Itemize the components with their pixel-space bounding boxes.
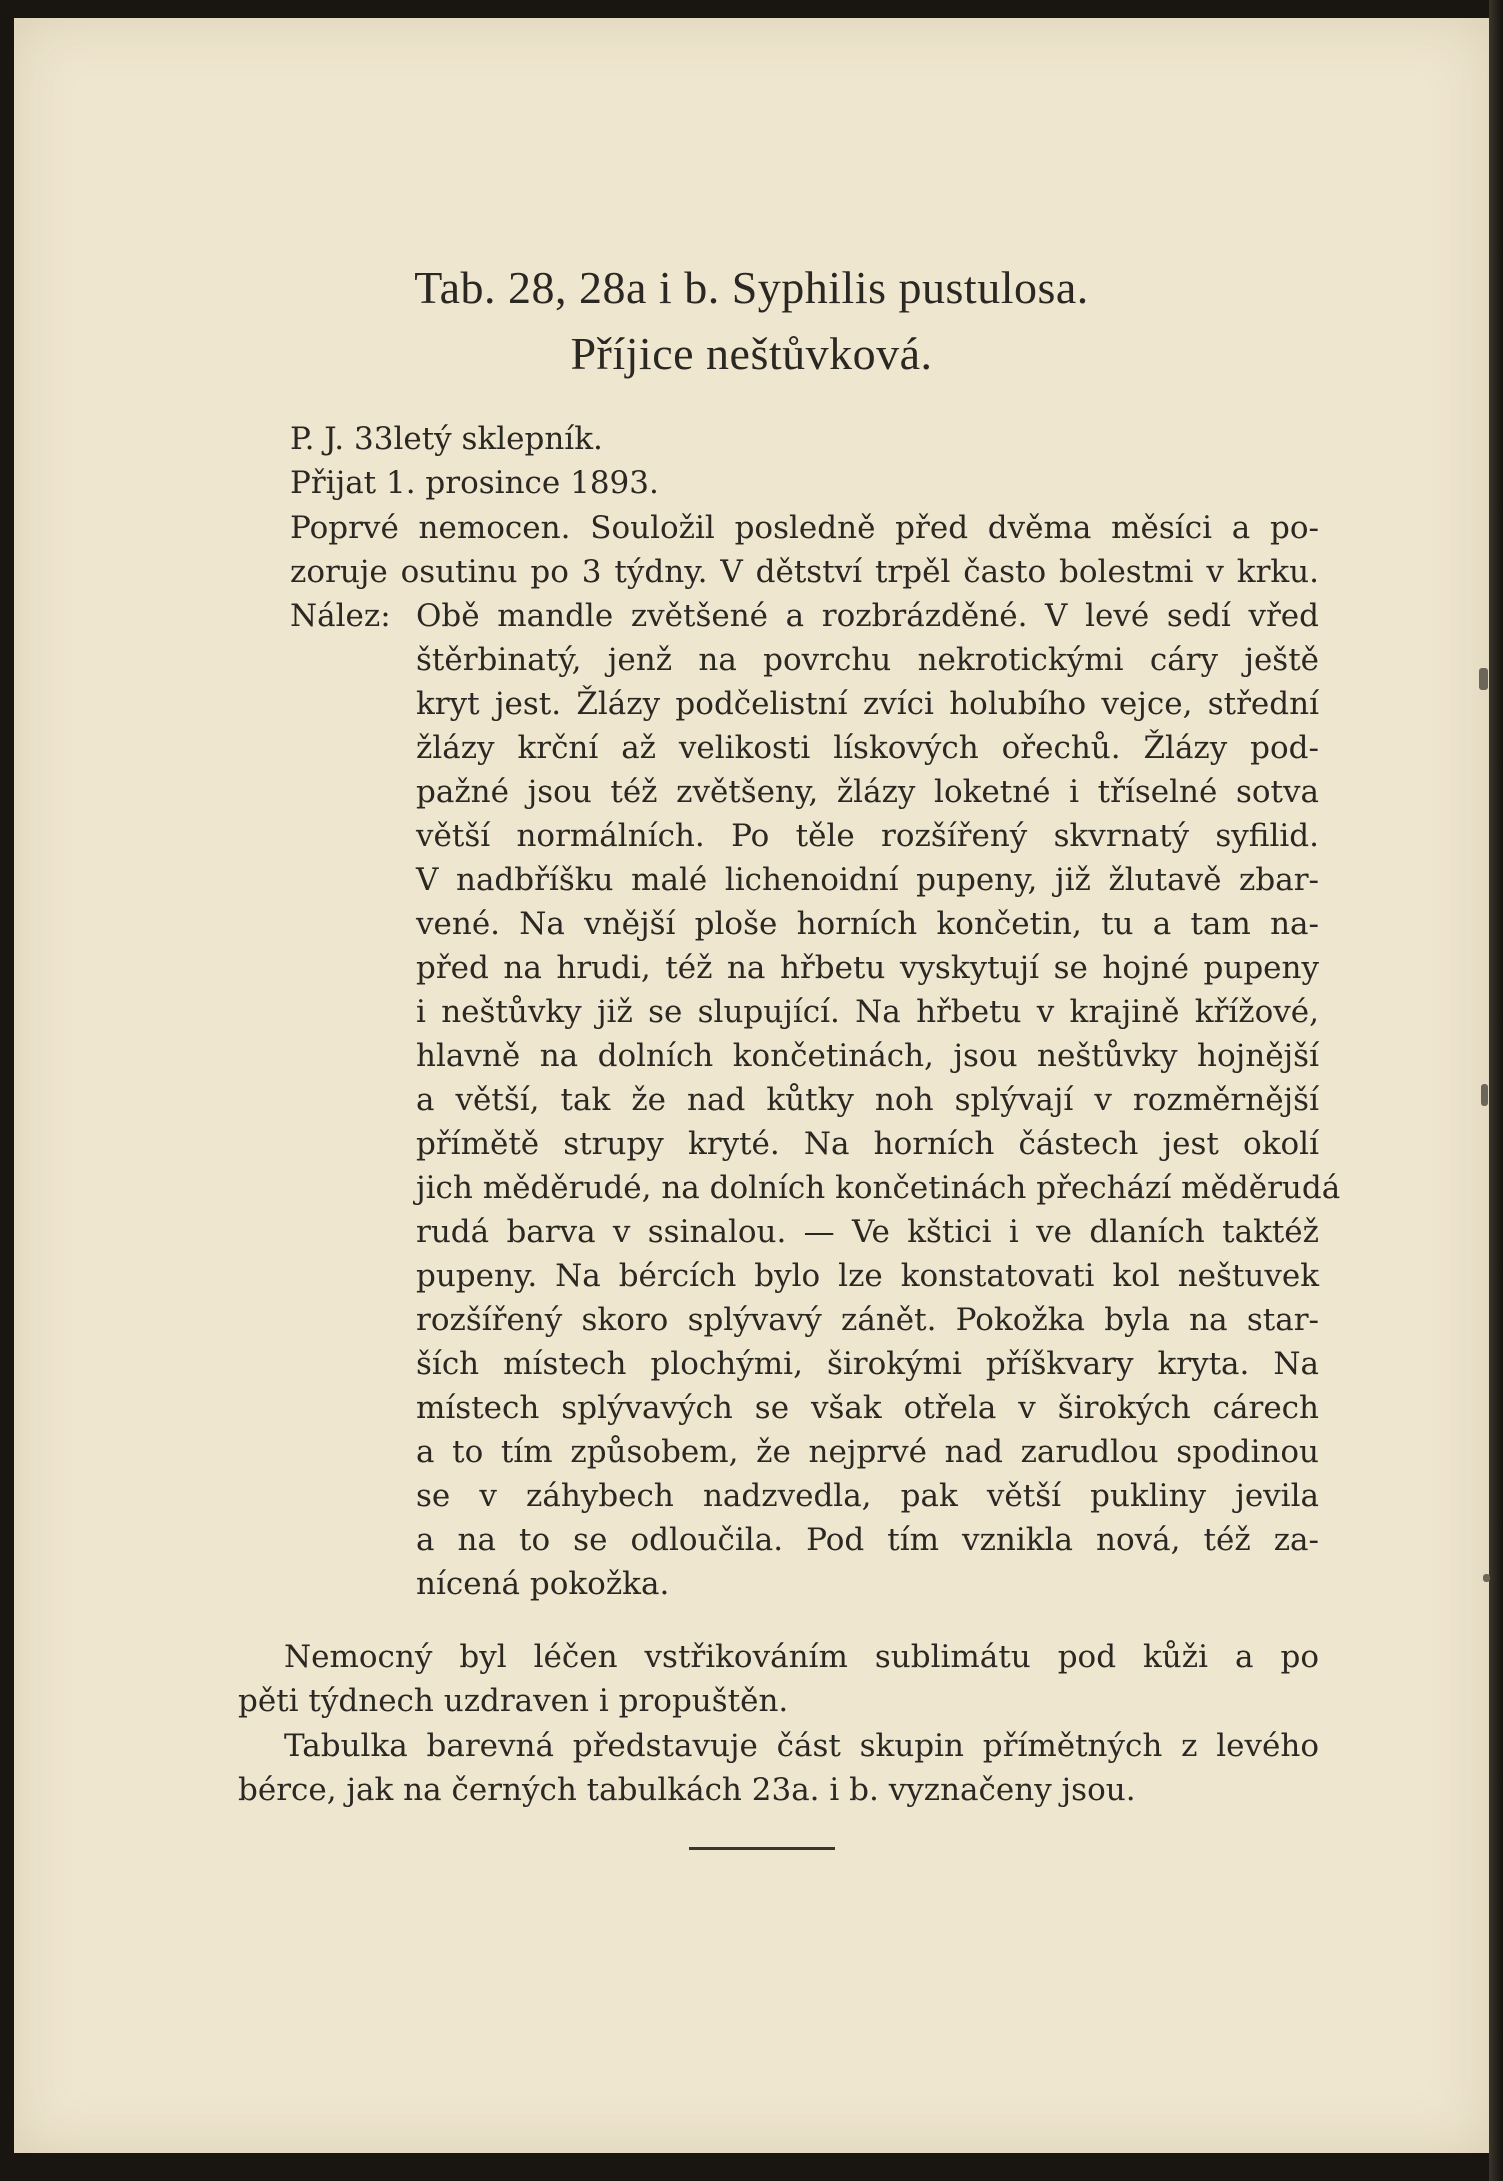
- findings-line: pupeny. Na bércích bylo lze konstatovati kol neštuvek: [416, 1258, 1319, 1294]
- page-right-edge: [1489, 0, 1503, 2181]
- findings-line: pažné jsou též zvětšeny, žlázy loketné i tříselné sotva: [416, 774, 1319, 810]
- findings-line: jich měděrudé, na dolních končetinách přechází měděrudá: [416, 1170, 1341, 1206]
- findings-label: Nález:: [290, 598, 391, 634]
- findings-line: vené. Na vnější ploše horních končetin, tu a tam na-: [416, 906, 1319, 942]
- findings-line: rozšířený skoro splývavý zánět. Pokožka byla na star-: [416, 1302, 1319, 1338]
- history-line: zoruje osutinu po 3 týdny. V dětství trpěl často bolestmi v krku.: [290, 554, 1319, 590]
- findings-line: nícená pokožka.: [416, 1566, 670, 1602]
- plate-note-line: Tabulka barevná představuje část skupin přímětných z levého: [284, 1728, 1319, 1764]
- plate-note-line: bérce, jak na černých tabulkách 23a. i b. vyznačeny jsou.: [238, 1772, 1136, 1808]
- findings-line: a větší, tak že nad kůtky noh splývají v rozměrnější: [416, 1082, 1319, 1118]
- findings-line: větší normálních. Po těle rozšířený skvrnatý syfilid.: [416, 818, 1319, 854]
- findings-line: V nadbříšku malé lichenoidní pupeny, již žlutavě zbar-: [416, 862, 1319, 898]
- findings-line: a to tím způsobem, že nejprvé nad zarudlou spodinou: [416, 1434, 1319, 1470]
- admission-line: Přijat 1. prosince 1893.: [290, 465, 659, 501]
- patient-line: P. J. 33letý sklepník.: [290, 421, 603, 457]
- findings-line: ších místech plochými, širokými příškvary kryta. Na: [416, 1346, 1319, 1382]
- page-title-czech: Příjice neštůvková.: [570, 328, 933, 379]
- findings-line: místech splývavých se však otřela v širokých cárech: [416, 1390, 1319, 1426]
- findings-line: štěrbinatý, jenž na povrchu nekrotickými cáry ještě: [416, 642, 1319, 678]
- scan-speck: [1481, 1084, 1488, 1106]
- book-page: [14, 18, 1489, 2153]
- findings-line: žlázy krční až velikosti lískových ořechů. Žlázy pod-: [416, 730, 1319, 766]
- page-title-latin: Tab. 28, 28a i b. Syphilis pustulosa.: [414, 262, 1089, 313]
- findings-line: kryt jest. Žlázy podčelistní zvíci holubího vejce, střední: [416, 686, 1319, 722]
- scan-speck: [1479, 668, 1488, 690]
- treatment-line: Nemocný byl léčen vstřikováním sublimátu pod kůži a po: [284, 1639, 1319, 1675]
- findings-line: přímětě strupy kryté. Na horních částech jest okolí: [416, 1126, 1319, 1162]
- findings-line: hlavně na dolních končetinách, jsou neštůvky hojnější: [416, 1038, 1319, 1074]
- end-rule: [689, 1847, 835, 1850]
- findings-line: se v záhybech nadzvedla, pak větší pukliny jevila: [416, 1478, 1319, 1514]
- findings-line: před na hrudi, též na hřbetu vyskytují se hojné pupeny: [416, 950, 1319, 986]
- findings-line: Obě mandle zvětšené a rozbrázděné. V levé sedí vřed: [416, 598, 1319, 634]
- findings-line: i neštůvky již se slupující. Na hřbetu v krajině křížové,: [416, 994, 1319, 1030]
- scan-speck: [1483, 1574, 1490, 1582]
- treatment-line: pěti týdnech uzdraven i propuštěn.: [238, 1683, 789, 1719]
- findings-line: a na to se odloučila. Pod tím vznikla nová, též za-: [416, 1522, 1319, 1558]
- history-line: Poprvé nemocen. Souložil posledně před dvěma měsíci a po-: [290, 510, 1319, 546]
- findings-line: rudá barva v ssinalou. — Ve kštici i ve dlaních taktéž: [416, 1214, 1319, 1250]
